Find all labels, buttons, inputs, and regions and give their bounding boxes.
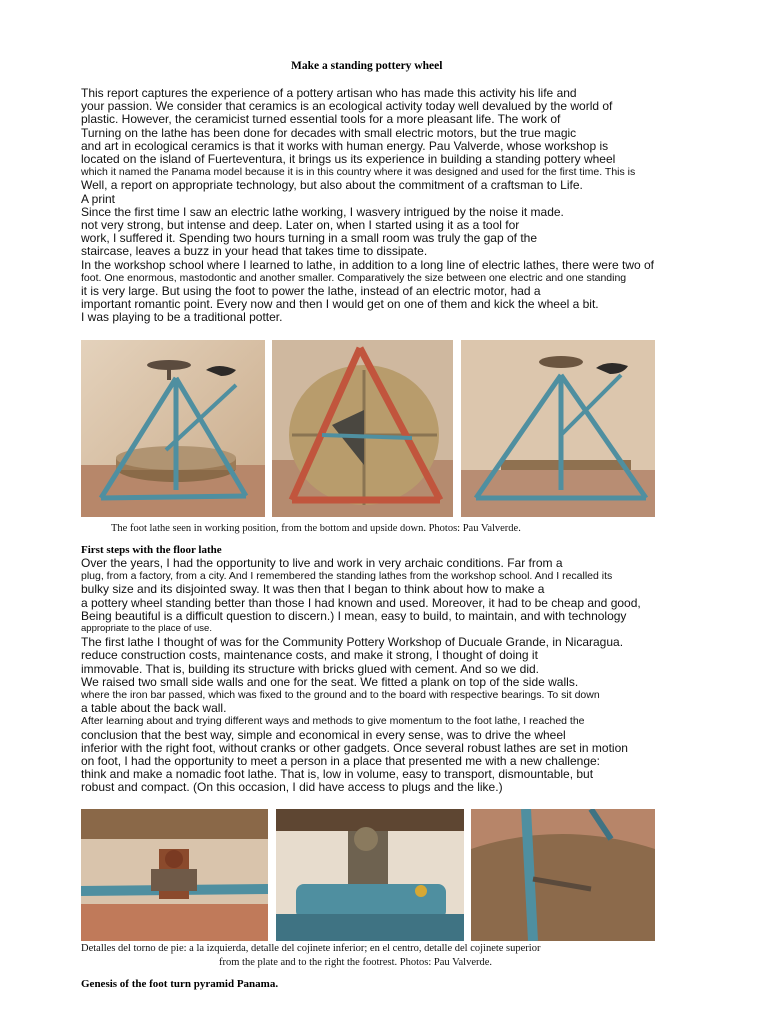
text-line: Being beautiful is a difficult question to discern.) I mean, easy to build, to maintain, and with technology [81,608,627,623]
text-line: This report captures the experience of a pottery artisan who has made this activity his life and [81,86,577,100]
caption-bottom-line-1: Detalles del torno de pie: a la izquierda, detalle del cojinete inferior; en el centro, detalle del cojinete superior [81,943,541,954]
text-line: Since the first time I saw an electric lathe working, I wasvery intrigued by the noise it made. [81,204,564,219]
text-line: inferior with the right foot, without cranks or other gadgets. Once several robust lathes are set in motion [81,740,628,755]
text-line: Turning on the lathe has been done for decades with small electric motors, but the true magic [81,125,577,140]
text-line: staircase, leaves a buzz in your head that takes time to dissipate. [81,244,428,259]
text-line: After learning about and trying different ways and methods to give momentum to the foot lathe, I reached the [81,715,585,728]
text-line: plastic. However, the ceramicist turned essential tools for a more pleasant life. The work of [81,112,561,127]
text-line: important romantic point. Every now and then I would get on one of them and kick the wheel a bit. [81,297,599,312]
text-line: plug, from a factory, from a city. And I remembered the standing lathes from the workshop school. And I recalled its [81,570,613,583]
photo-bottom-view [272,340,453,517]
text-line: The first lathe I thought of was for the Community Pottery Workshop of Ducuale Grande, in Nicaragua. [81,635,624,650]
text-line: your passion. We consider that ceramics is an ecological activity today well devalued by the world of [81,99,613,114]
photo-lower-bearing [81,809,268,941]
caption-top: The foot lathe seen in working position, from the bottom and upside down. Photos: Pau Valverde. [111,523,521,534]
text-line: a table about the back wall. [81,701,227,716]
text-line: on foot, I had the opportunity to meet a person in a place that presented me with a new challenge: [81,754,600,768]
photo-footrest [471,809,655,941]
photo-upside-down [461,340,655,517]
text-line: I was playing to be a traditional potter. [81,310,283,325]
photo-upper-bearing [276,809,464,941]
text-line: immovable. That is, building its structure with bricks glued with cement. And so we did. [81,661,539,676]
text-line: Well, a report on appropriate technology, but also about the commitment of a craftsman to Life. [81,178,583,193]
caption-bottom-line-2: from the plate and to the right the footrest. Photos: Pau Valverde. [219,957,493,968]
text-line: a pottery wheel standing better than those I had known and used. Moreover, it had to be cheap and good, [81,595,641,610]
photo-working-position [81,340,265,517]
text-line: robust and compact. (On this occasion, I did have access to plugs and the like.) [81,780,503,795]
text-line: Over the years, I had the opportunity to live and work in very archaic conditions. Far from a [81,556,563,570]
text-line: think and make a nomadic foot lathe. That is, low in volume, easy to transport, dismountable, but [81,767,594,782]
page-title: Make a standing pottery wheel [291,60,443,72]
heading-first-steps: First steps with the floor lathe [81,544,222,556]
text-line: conclusion that the best way, simple and economical in every sense, was to drive the wheel [81,727,566,742]
text-line: We raised two small side walls and one for the seat. We fitted a plank on top of the side walls. [81,674,579,689]
text-line: foot. One enormous, mastodontic and another smaller. Comparatively the size between one electric and one standing [81,271,627,284]
text-line: which it named the Panama model because it is in this country where it was designed and used for the first time. This is [81,166,636,179]
text-line: it is very large. But using the foot to power the lathe, instead of an electric motor, had a [81,284,541,298]
text-line: where the iron bar passed, which was fixed to the ground and to the board with respective bearings. To sit down [81,689,600,701]
text-line: In the workshop school where I learned to lathe, in addition to a long line of electric lathes, there were two of [81,257,654,272]
text-line: reduce construction costs, maintenance costs, and make it strong, I thought of doing it [81,648,538,663]
text-line: and art in ecological ceramics is that it works with human energy. Pau Valverde, whose workshop is [81,138,609,153]
text-line: work, I suffered it. Spending two hours turning in a small room was truly the gap of the [81,231,538,246]
text-line: appropriate to the place of use. [81,623,212,634]
text-line: A print [81,191,116,206]
text-line: bulky size and its disjointed sway. It was then that I began to think about how to make a [81,582,545,597]
text-line: not very strong, but intense and deep. Later on, when I started using it as a tool for [81,218,520,232]
heading-genesis: Genesis of the foot turn pyramid Panama. [81,978,279,990]
text-line: located on the island of Fuerteventura, it brings us its experience in building a standing pottery wheel [81,152,616,166]
